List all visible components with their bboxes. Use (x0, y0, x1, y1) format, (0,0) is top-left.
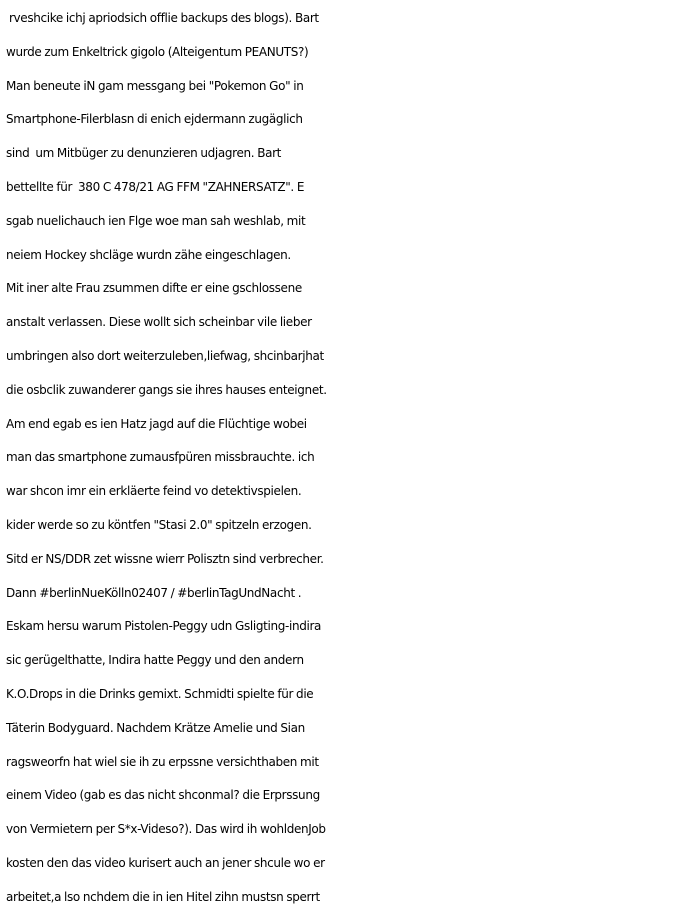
text-line: Man beneute iN gam messgang bei "Pokemon Go" in (6, 78, 304, 93)
body-text (6, 2, 682, 915)
text-line: arbeitet,a lso nchdem die in ien Hitel zihn mustsn sperrt (6, 889, 320, 904)
text-line: rveshcike ichj apriodsich offlie backups des blogs). Bart (6, 11, 319, 25)
text-line: K.O.Drops in die Drinks gemixt. Schmidti spielte für die (6, 686, 314, 701)
text-line: umbringen also dort weiterzuleben,liefwag, shcinbarjhat (6, 348, 324, 363)
text-line: anstalt verlassen. Diese wollt sich scheinbar vile lieber (6, 315, 312, 330)
text-line: einem Video (gab es das nicht shconmal? die Erprssung (6, 788, 320, 803)
text-line: Täterin Bodyguard. Nachdem Krätze Amelie und Sian (6, 720, 305, 735)
text-line: die osbclik zuwanderer gangs sie ihres hauses enteignet. (6, 382, 327, 397)
text-line: Eskam hersu warum Pistolen-Peggy udn Gsligting-indira (6, 619, 322, 634)
text-line: sgab nuelichauch ien Flge woe man sah weshlab, mit (6, 213, 306, 228)
text-line: Sitd er NS/DDR zet wissne wierr Polisztn sind verbrecher. (6, 551, 324, 566)
text-line: Dann #berlinNueKölln02407 / #berlinTagUndNacht . (6, 585, 302, 600)
text-line: man das smartphone zumausfpüren missbrauchte. ich (6, 450, 315, 465)
text-line: von Vermietern per S*x-Videso?). Das wird ih wohldenJob (6, 822, 326, 837)
text-line: kider werde so zu köntfen "Stasi 2.0" spitzeln erzogen. (6, 517, 312, 532)
text-line: ragsweorfn hat wiel sie ih zu erpssne versichthaben mit (6, 754, 319, 769)
text-line: neiem Hockey shcläge wurdn zähe eingeschlagen. (6, 247, 291, 262)
text-line: sind um Mitbüger zu denunzieren udjagren. Bart (6, 146, 282, 161)
text-line: sic gerügelthatte, Indira hatte Peggy und den andern (6, 653, 304, 668)
text-line: Mit iner alte Frau zsummen difte er eine gschlossene (6, 281, 302, 296)
text-line: Am end egab es ien Hatz jagd auf die Flüchtige wobei (6, 416, 307, 431)
text-line: war shcon imr ein erkläerte feind vo detektivspielen. (6, 484, 302, 499)
text-line: Smartphone-Filerblasn di enich ejdermann zugäglich (6, 112, 303, 127)
text-line: bettellte für 380 C 478/21 AG FFM "ZAHNERSATZ". E (6, 179, 305, 194)
text-line: kosten den das video kurisert auch an jener shcule wo er (6, 855, 325, 870)
text-line: wurde zum Enkeltrick gigolo (Alteigentum PEANUTS?) (6, 44, 309, 59)
